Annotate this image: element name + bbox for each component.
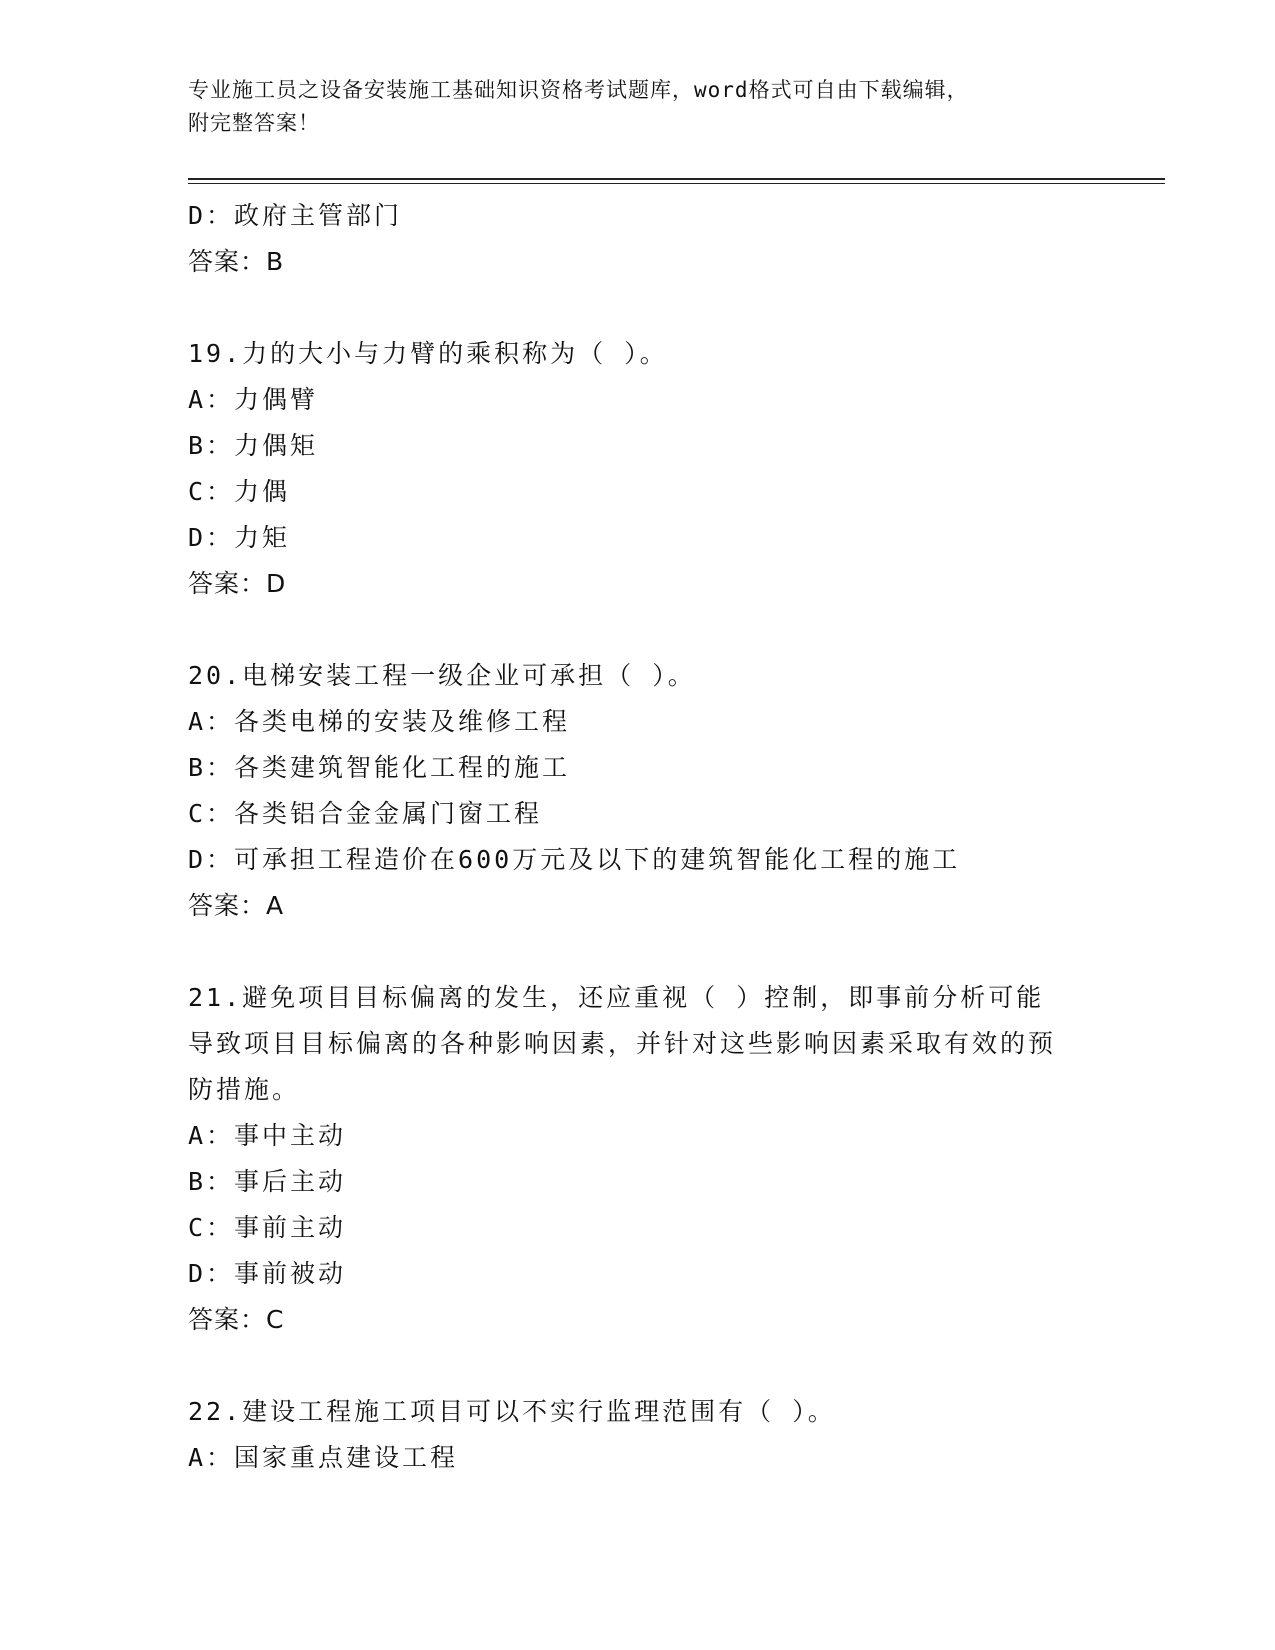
- option-a: A：事中主动: [188, 1121, 347, 1150]
- answer-line: 答案：D: [188, 569, 287, 598]
- question-stem: 21.避免项目目标偏离的发生，还应重视（ ）控制，即事前分析可能导致项目目标偏离的各种影响因素，并针对这些影响因素采取有效的预防措施。: [188, 983, 1057, 1104]
- option-b: B：各类建筑智能化工程的施工: [188, 753, 571, 782]
- option-a: A：力偶臂: [188, 385, 319, 414]
- option-d: D：力矩: [188, 523, 291, 552]
- question-22: [188, 1389, 1088, 1481]
- question-stem: 19.力的大小与力臂的乘积称为（ ）。: [188, 339, 668, 368]
- option-d: D：政府主管部门: [188, 201, 403, 230]
- header-divider-thick: [188, 178, 1165, 180]
- question-stem: 20.电梯安装工程一级企业可承担（ ）。: [188, 661, 696, 690]
- spacer: [188, 607, 1088, 653]
- option-b: B：事后主动: [188, 1167, 347, 1196]
- option-c: C：力偶: [188, 477, 291, 506]
- option-a: A：各类电梯的安装及维修工程: [188, 707, 571, 736]
- question-21: [188, 975, 1088, 1343]
- option-a: A：国家重点建设工程: [188, 1443, 459, 1472]
- header-divider-thin: [188, 183, 1165, 184]
- spacer: [188, 285, 1088, 331]
- option-b: B：力偶矩: [188, 431, 319, 460]
- question-stem: 22.建设工程施工项目可以不实行监理范围有（ ）。: [188, 1397, 836, 1426]
- answer-line: 答案：A: [188, 891, 285, 920]
- spacer: [188, 1343, 1088, 1389]
- question-19: [188, 331, 1088, 607]
- spacer: [188, 929, 1088, 975]
- option-c: C：事前主动: [188, 1213, 347, 1242]
- option-c: C：各类铝合金金属门窗工程: [188, 799, 543, 828]
- document-header: [188, 74, 1088, 140]
- header-line-1: 专业施工员之设备安装施工基础知识资格考试题库，word格式可自由下载编辑，: [188, 78, 969, 102]
- answer-line: 答案：B: [188, 247, 285, 276]
- answer-line: 答案：C: [188, 1305, 285, 1334]
- header-line-2: 附完整答案！: [188, 111, 320, 135]
- carryover-question: [188, 193, 1088, 285]
- option-d: D：事前被动: [188, 1259, 347, 1288]
- question-20: [188, 653, 1088, 929]
- option-d: D：可承担工程造价在600万元及以下的建筑智能化工程的施工: [188, 845, 961, 874]
- question-list: [188, 193, 1088, 1481]
